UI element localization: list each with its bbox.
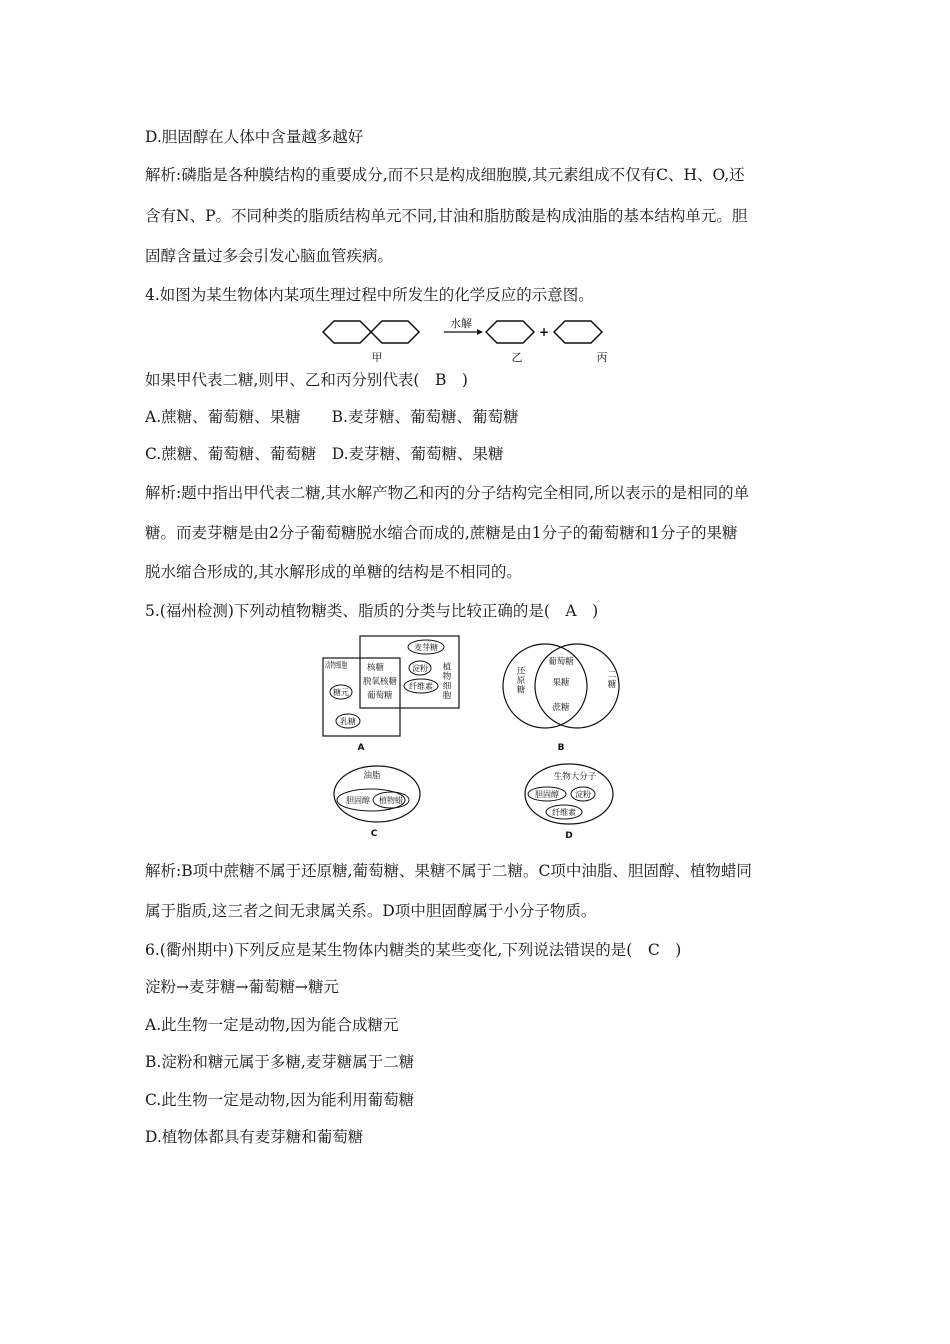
q6-reaction-chain: 淀粉→麦芽糖→葡萄糖→糖元 xyxy=(145,978,339,996)
q4-explanation-line-3: 脱水缩合形成的,其水解形成的单糖的结构是不相同的。 xyxy=(145,563,522,581)
b-caption: B xyxy=(557,743,565,753)
q4-options-ab: A.蔗糖、葡萄糖、果糖 B.麦芽糖、葡萄糖、葡萄糖 xyxy=(145,408,519,426)
hexagon-bing xyxy=(554,321,602,343)
b-reducing-sugar-label: 还原糖 xyxy=(515,666,525,695)
d-starch-label: 淀粉 xyxy=(575,790,591,799)
a-ribose-label: 核糖 xyxy=(367,663,385,673)
a-caption: A xyxy=(357,743,365,753)
d-cellulose-label: 纤维素 xyxy=(552,808,576,817)
q5-explanation-line-2: 属于脂质,这三者之间无隶属关系。D项中胆固醇属于小分子物质。 xyxy=(145,902,597,920)
hexagon-yi xyxy=(486,321,534,343)
c-lipid-label: 油脂 xyxy=(363,771,381,781)
q3-explanation-line-2: 含有N、P。不同种类的脂质结构单元不同,甘油和脂肪酸是构成油脂的基本结构单元。胆 xyxy=(145,207,748,225)
classification-venn-figure xyxy=(315,632,645,847)
a-cellulose-label: 纤维素 xyxy=(409,682,433,691)
label-bing: 丙 xyxy=(596,351,608,364)
d-macromolecule-label: 生物大分子 xyxy=(553,772,597,782)
q4-explanation-line-2: 糖。而麦芽糖是由2分子葡萄糖脱水缩合而成的,蔗糖是由1分子的葡萄糖和1分子的果糖 xyxy=(145,524,738,542)
a-glycogen-label: 糖元 xyxy=(333,688,349,697)
b-disaccharide-label: 二糖 xyxy=(606,670,616,689)
reaction-arrowhead xyxy=(477,329,483,335)
c-plant-wax-label: 植物蜡 xyxy=(379,796,403,805)
a-glucose-label: 葡萄糖 xyxy=(367,691,393,701)
q4-stem: 4.如图为某生物体内某项生理过程中所发生的化学反应的示意图。 xyxy=(145,286,594,304)
d-caption: D xyxy=(565,831,573,841)
q4-condition: 如果甲代表二糖,则甲、乙和丙分别代表( B ) xyxy=(145,371,468,389)
q5-stem: 5.(福州检测)下列动植物糖类、脂质的分类与比较正确的是( A ) xyxy=(145,602,599,620)
d-cholesterol-label: 胆固醇 xyxy=(535,790,559,799)
q6-option-d: D.植物体都具有麦芽糖和葡萄糖 xyxy=(145,1128,364,1146)
q5-explanation-line-1: 解析:B项中蔗糖不属于还原糖,葡萄糖、果糖不属于二糖。C项中油脂、胆固醇、植物蜡同 xyxy=(145,862,752,880)
q4-options-cd: C.蔗糖、葡萄糖、葡萄糖 D.麦芽糖、葡萄糖、果糖 xyxy=(145,445,504,463)
b-glucose-label: 葡萄糖 xyxy=(548,657,574,667)
label-yi: 乙 xyxy=(511,351,523,364)
a-plant-cell-label: 植物细胞 xyxy=(441,662,451,700)
q3-explanation-line-3: 固醇含量过多会引发心脑血管疾病。 xyxy=(145,247,394,265)
q6-option-b: B.淀粉和糖元属于多糖,麦芽糖属于二糖 xyxy=(145,1053,415,1071)
a-animal-cell-label: 动物细胞 xyxy=(325,661,360,671)
a-lactose-label: 乳糖 xyxy=(340,717,356,726)
q3-explanation-line-1: 解析:磷脂是各种膜结构的重要成分,而不只是构成细胞膜,其元素组成不仅有C、H、O,还 xyxy=(145,166,745,184)
a-deoxyribose-label: 脱氧核糖 xyxy=(363,677,398,687)
q6-stem: 6.(衢州期中)下列反应是某生物体内糖类的某些变化,下列说法错误的是( C ) xyxy=(145,941,682,959)
q4-explanation-line-1: 解析:题中指出甲代表二糖,其水解产物乙和丙的分子结构完全相同,所以表示的是相同的单 xyxy=(145,484,750,502)
q6-option-c: C.此生物一定是动物,因为能利用葡萄糖 xyxy=(145,1091,415,1109)
hexagon-jia-right xyxy=(371,321,419,343)
q6-option-a: A.此生物一定是动物,因为能合成糖元 xyxy=(145,1016,399,1034)
hexagon-jia-left xyxy=(323,321,371,343)
hydrolysis-reaction-figure xyxy=(318,314,636,370)
q3-option-d: D.胆固醇在人体中含量越多越好 xyxy=(145,128,364,146)
a-starch-label: 淀粉 xyxy=(412,664,428,673)
b-sucrose-label: 蔗糖 xyxy=(552,703,570,713)
b-fructose-label: 果糖 xyxy=(552,678,570,688)
label-jia: 甲 xyxy=(371,351,383,364)
c-cholesterol-label: 胆固醇 xyxy=(346,796,370,805)
plus-sign: + xyxy=(538,325,550,339)
arrow-label: 水解 xyxy=(450,317,472,330)
c-caption: C xyxy=(370,829,378,839)
a-maltose-label: 麦芽糖 xyxy=(414,643,438,652)
